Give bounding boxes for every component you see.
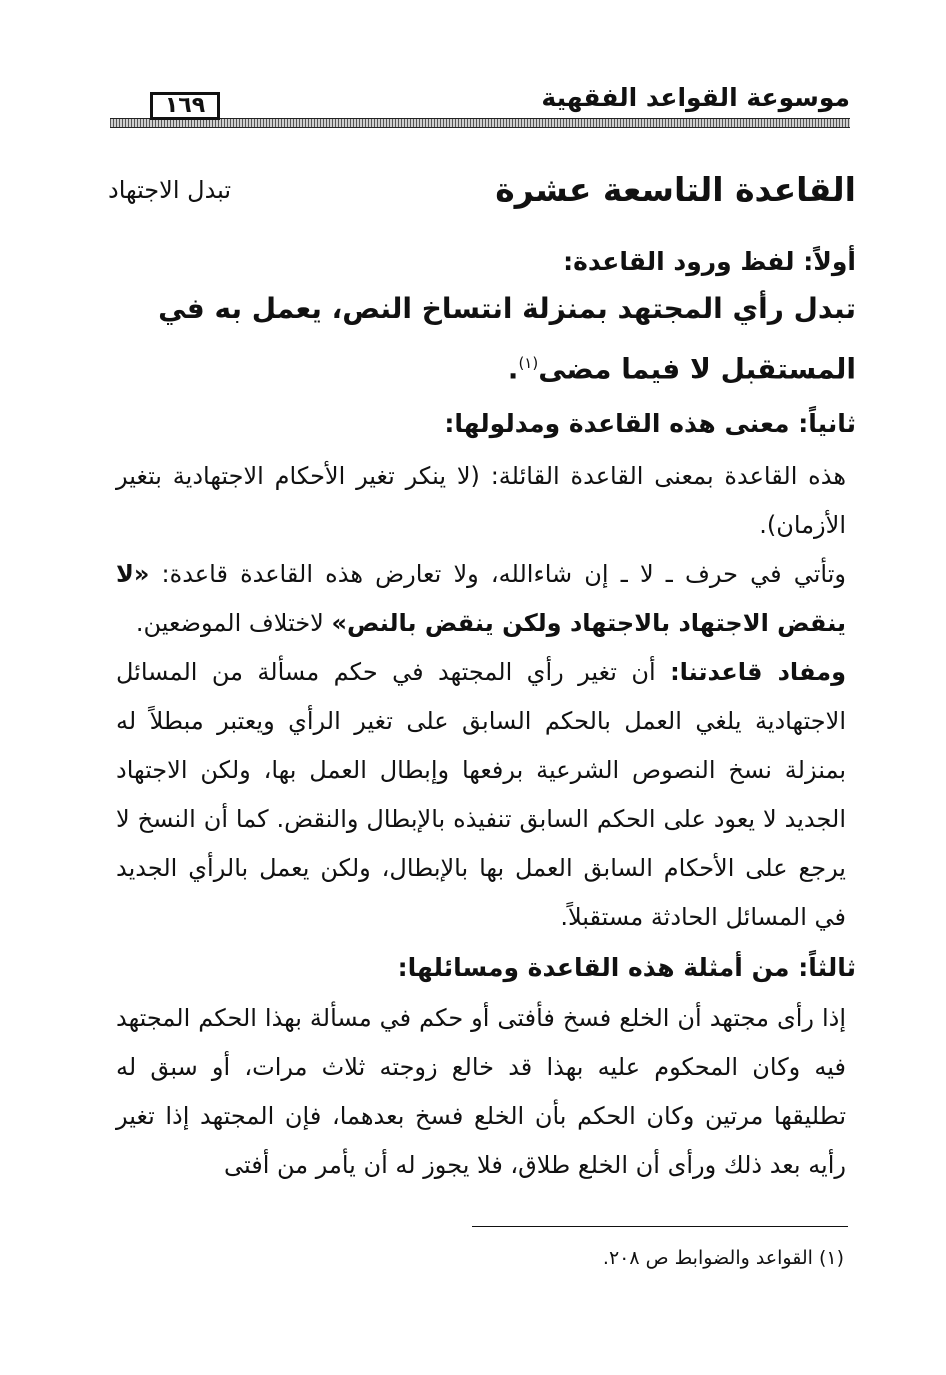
section-heading-2: ثانياً: معنى هذه القاعدة ومدلولها: (444, 409, 856, 438)
section2-paragraph-1: هذه القاعدة بمعنى القاعدة القائلة: (لا ينكر تغير الأحكام الاجتهادية بتغير الأزمان). (116, 462, 846, 539)
rule-statement-text: تبدل رأي المجتهد بمنزلة انتساخ النص، يعمل به في المستقبل لا فيما مضى (158, 292, 856, 386)
rule-statement-end: . (507, 352, 519, 386)
p2-start: وتأتي في حرف ـ لا ـ إن شاءالله، ولا تعارض هذه القاعدة قاعدة: (161, 560, 846, 588)
footnote-1: (١) القواعد والضوابط ص ٢٠٨. (602, 1247, 844, 1269)
header-rule (110, 118, 850, 128)
section-heading-3: ثالثاً: من أمثلة هذه القاعدة ومسائلها: (397, 953, 856, 982)
p2-end: لاختلاف الموضعين. (135, 609, 324, 637)
footnote-ref: (١) (518, 354, 539, 372)
page-number: ١٦٩ (150, 92, 220, 120)
section2-paragraph-3 (116, 648, 846, 942)
section2-paragraph-2 (116, 550, 846, 648)
rule-title: القاعدة التاسعة عشرة (495, 170, 856, 209)
footnote-rule (472, 1226, 848, 1227)
p3-lead: ومفاد قاعدتنا: (670, 658, 846, 686)
p3-text: أن تغير رأي المجتهد في حكم مسألة من المسائل الاجتهادية يلغي العمل بالحكم السابق على تغير الرأي ويعتبر مبطلاً له بمنزلة نسخ النصوص الشرعية برفعها وإبطال العمل بها، ولكن الاجتهاد الجديد لا يعود على الحكم السابق تنفيذه بالإبطال والنقض. كما أن النسخ لا يرجع على الأحكام السابق العمل بها بالإبطال، ولكن يعمل بالرأي الجديد في المسائل الحادثة مستقبلاً. (116, 658, 846, 931)
running-title: موسوعة القواعد الفقهية (541, 83, 850, 112)
section-heading-1: أولاً: لفظ ورود القاعدة: (563, 247, 856, 276)
p2-quote: «لا ينقض الاجتهاد بالاجتهاد ولكن ينقض بالنص» (116, 560, 846, 637)
rule-statement (106, 282, 856, 396)
section3-paragraph-1: إذا رأى مجتهد أن الخلع فسخ فأفتى أو حكم في مسألة بهذا الحكم المجتهد فيه وكان المحكوم عليه بهذا قد خالع زوجته ثلاث مرات، أو سبق له تطليقها مرتين وكان الحكم بأن الخلع فسخ بعدهما، فإن المجتهد إذا تغير رأيه بعد ذلك ورأى أن الخلع طلاق، فلا يجوز له أن يأمر من أفتى (116, 1004, 846, 1179)
side-title: تبدل الاجتهاد (108, 176, 232, 204)
